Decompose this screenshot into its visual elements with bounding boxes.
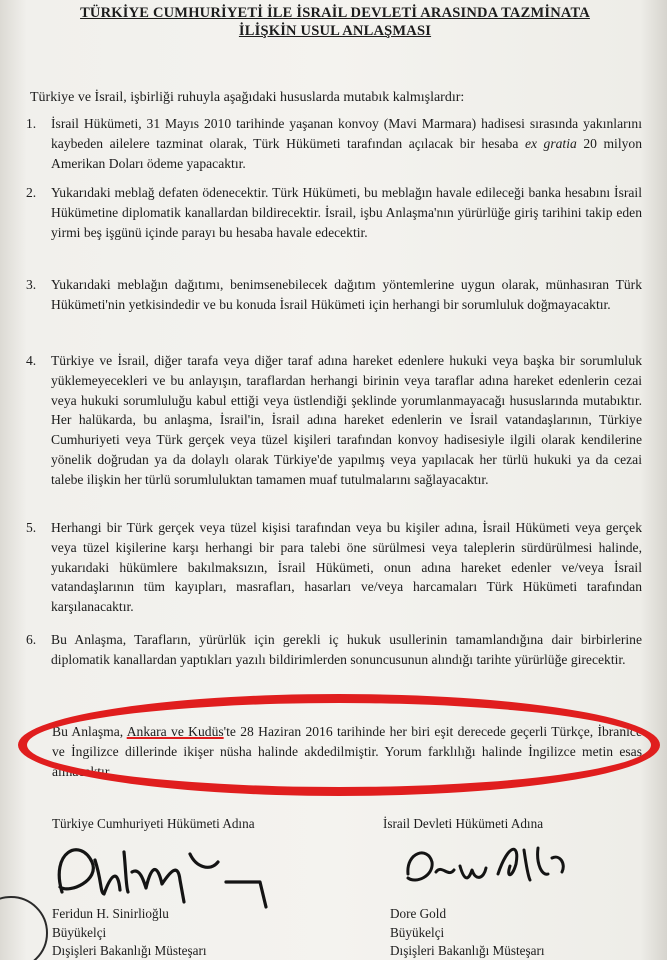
- article-6: [26, 630, 642, 670]
- article-text: İsrail Hükümeti, 31 Mayıs 2010 tarihinde yaşanan konvoy (Mavi Marmara) hadisesi sırasında yakınlarını kaybeden ailelere tazminat olarak, Türk Hükümeti tarafından açılacak bir hesaba ex gratia 20 milyon Amerikan Doları ödeme yapacaktır.: [51, 116, 642, 171]
- signatory-right-name: Dore Gold: [390, 906, 447, 921]
- article-number: 1.: [26, 116, 37, 131]
- red-highlight-ellipse: [18, 694, 660, 796]
- article-text: Yukarıdaki meblağın dağıtımı, benimsenebilecek dağıtım yöntemlerine uygun olarak, münhasıran Türk Hükümeti'nin yetkisindedir ve bu konuda İsrail Hükümeti için herhangi bir sorumluluk doğmayacaktır.: [51, 277, 642, 312]
- article-number: 5.: [26, 520, 37, 535]
- document-title-line2: İLİŞKİN USUL ANLAŞMASI: [238, 23, 432, 39]
- article-number: 2.: [26, 185, 37, 200]
- signatory-left-block: [52, 905, 207, 960]
- signatory-right-office: Dışişleri Bakanlığı Müsteşarı: [390, 943, 545, 958]
- underlined-cities: Ankara ve Kudüs: [126, 724, 224, 739]
- right-signature-icon: [398, 834, 598, 894]
- signatory-right-block: [390, 905, 545, 960]
- left-signature-icon: [40, 832, 280, 912]
- signatory-left-name: Feridun H. Sinirlioğlu: [52, 906, 169, 921]
- closing-paragraph: Bu Anlaşma, Ankara ve Kudüs'te 28 Haziran 2016 tarihinde her biri eşit derecede geçerli Türkçe, İbranice ve İngilizce dillerinde ikişer nüsha halinde akdedilmiştir. Yorum farklılığı halinde İngilizce metin esas alınacaktır.: [52, 724, 642, 779]
- signatory-left-office: Dışişleri Bakanlığı Müsteşarı: [52, 943, 207, 958]
- article-text: Türkiye ve İsrail, diğer tarafa veya diğer taraf adına hareket edenlere hukuki veya başka bir sorumluluk yüklemeyecekleri ve bu anlayışın, taraflardan herhangi birinin veya taraflar adına hareket edenlerin cezai veya hukuki sorumluluğu kabul ettiği veya üstlendiği şeklinde yorumlanmayacağı hususlarında mutabıktır. Her halükarda, bu anlaşma, İsrail'in, İsrail adına hareket edenlerin ve İsrail vatandaşlarının, Türkiye Cumhuriyeti veya Türk gerçek veya tüzel kişileri tarafından konvoy hadisesiyle ilgili olarak kendilerine yönelik doğrudan ya da dolaylı olarak Türkiye'de yapılmış veya yapılacak her türlü hukuki ya da cezai talebe ilişkin her türlü sorumluluktan tamamen muaf tutulmalarını sağlayacaktır.: [51, 353, 642, 487]
- document-title-line1: TÜRKİYE CUMHURİYETİ İLE İSRAİL DEVLETİ ARASINDA TAZMİNATA: [80, 5, 590, 21]
- signatory-right-role: Büyükelçi: [390, 924, 445, 940]
- signatory-right-heading: İsrail Devleti Hükümeti Adına: [383, 816, 544, 831]
- article-4: [26, 351, 642, 490]
- article-2: [26, 183, 642, 242]
- article-3: [26, 275, 642, 315]
- signatory-left-role: Büyükelçi: [52, 924, 107, 940]
- intro-paragraph: Türkiye ve İsrail, işbirliği ruhuyla aşağıdaki hususlarda mutabık kalmışlardır:: [30, 90, 465, 105]
- article-text: Bu Anlaşma, Tarafların, yürürlük için gerekli iç hukuk usullerinin tamamlandığına dair birbirlerine diplomatik kanallardan yaptıkları yazılı bildirimlerden sonuncusunun alındığı tarihte yürürlüğe girecektir.: [51, 632, 642, 667]
- article-text: Herhangi bir Türk gerçek veya tüzel kişisi tarafından veya bu kişiler adına, İsrail Hükümeti veya gerçek veya tüzel kişilerine karşı herhangi bir para talebi öne sürülmesi veya taleplerin sürdürülmesi halinde, yukarıdaki hükümlere bakılmaksızın, İsrail Hükümeti, onun adına hareket edenler ve/veya İsrail vatandaşlarının tüm kayıpları, masrafları, hasarları ve/veya harcamaları Türk Hükümeti tarafından karşılanacaktır.: [51, 520, 642, 615]
- article-number: 4.: [26, 353, 37, 368]
- article-number: 6.: [26, 632, 37, 647]
- article-text: Yukarıdaki meblağ defaten ödenecektir. Türk Hükümeti, bu meblağın havale edileceği banka hesabını İsrail Hükümetine diplomatik kanallardan bildirecektir. İsrail, işbu Anlaşma'nın yürürlüğe giriş tarihini takip eden yirmi beş işgünü içinde parayı bu hesaba havale edecektir.: [51, 185, 642, 240]
- article-5: [26, 518, 642, 617]
- article-1: [26, 114, 642, 173]
- article-number: 3.: [26, 277, 37, 292]
- signatory-left-heading: Türkiye Cumhuriyeti Hükümeti Adına: [52, 816, 255, 831]
